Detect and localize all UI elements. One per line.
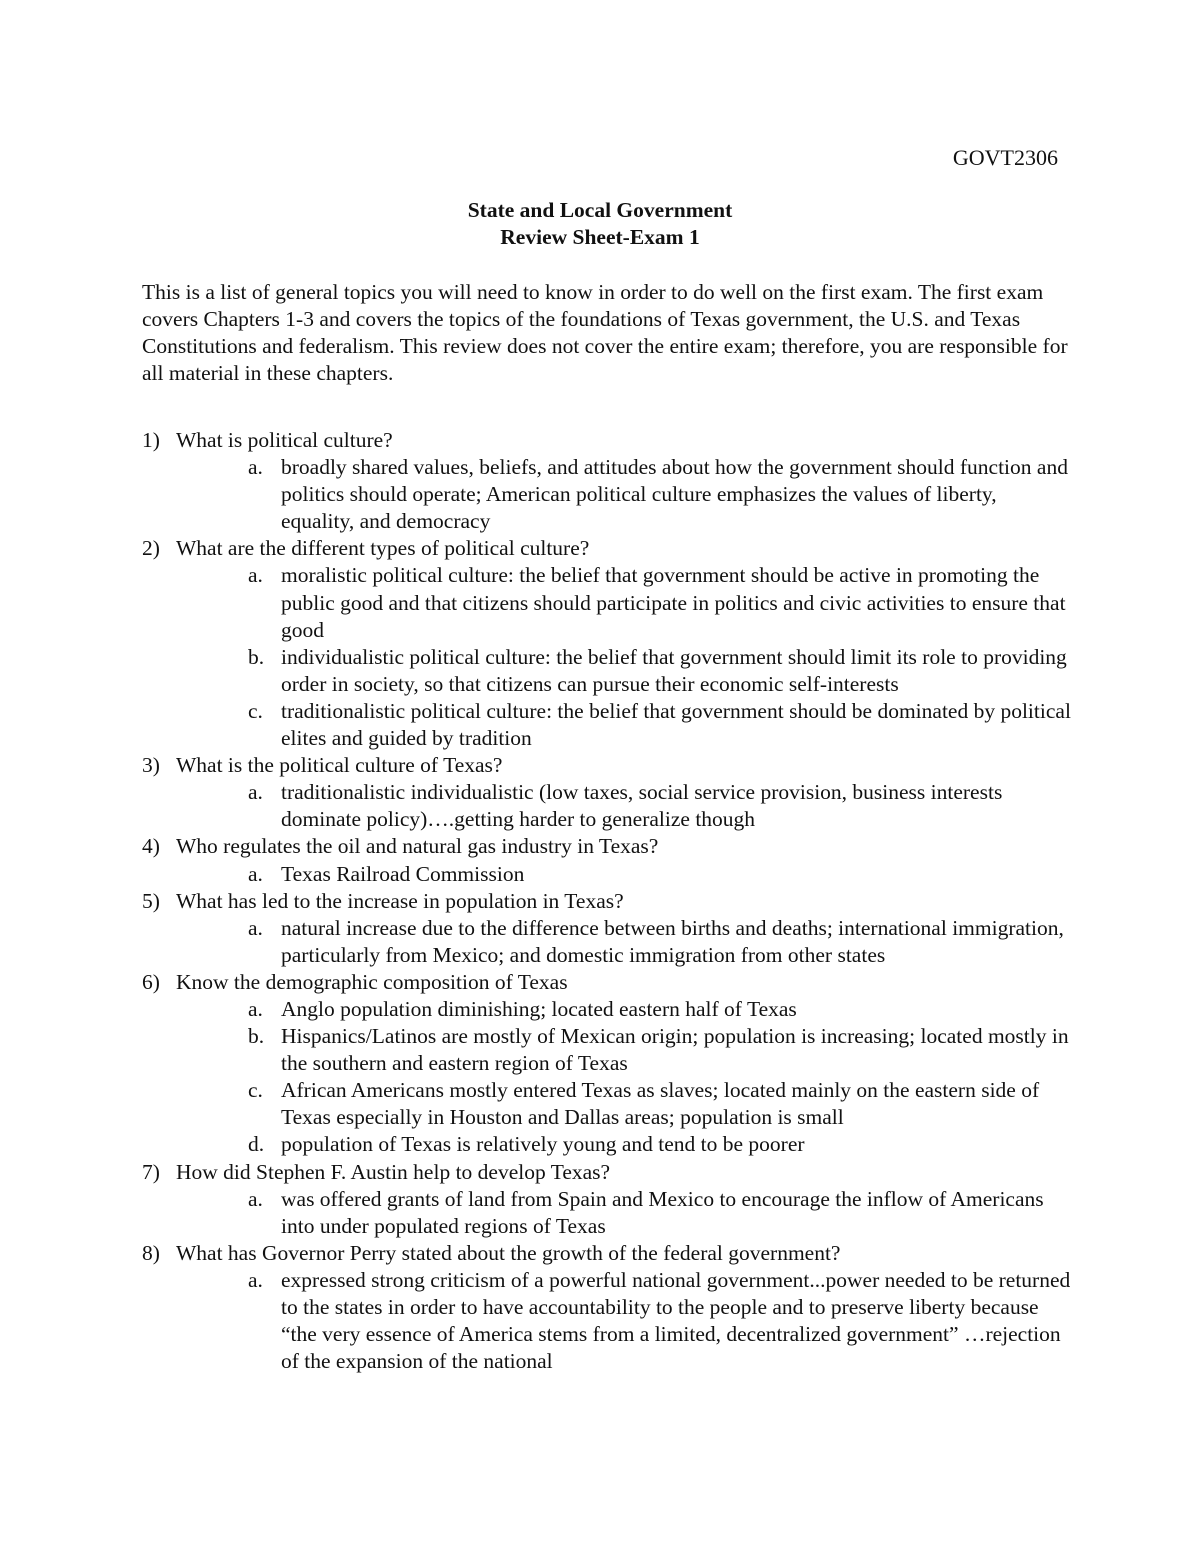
answer-item <box>176 996 1072 1023</box>
question-text: How did Stephen F. Austin help to develop Texas? <box>176 1159 611 1184</box>
intro-paragraph: This is a list of general topics you will need to know in order to do well on the first exam. The first exam covers Chapters 1-3 and covers the topics of the foundations of Texas government, the U.S. and Texas Constitutions and federalism. This review does not cover the entire exam; therefore, you are responsible for all material in these chapters. <box>142 280 1068 385</box>
answer-letter: b. <box>248 644 265 669</box>
question-text: What are the different types of political culture? <box>176 536 590 561</box>
answer-letter: d. <box>248 1132 265 1157</box>
answer-letter: b. <box>248 1024 265 1049</box>
answer-text: individualistic political culture: the belief that government should limit its role to providing order in society, so that citizens can pursue their economic self-interests <box>281 644 1067 696</box>
answer-text: expressed strong criticism of a powerful national government...power needed to be returned to the states in order to have accountability to the people and to preserve liberty because “the very essence of America stems from a limited, decentralized government” …rejection of the expansion of the national <box>281 1267 1071 1374</box>
answer-text: Hispanics/Latinos are mostly of Mexican origin; population is increasing; located mostly in the southern and eastern region of Texas <box>281 1024 1069 1076</box>
answer-letter: a. <box>248 563 263 588</box>
question-number: 4) <box>142 834 160 859</box>
answer-list <box>176 454 1072 535</box>
question-text: What is the political culture of Texas? <box>176 753 503 778</box>
answer-item <box>176 1131 1072 1158</box>
question-text: What has led to the increase in population in Texas? <box>176 888 624 913</box>
answer-letter: a. <box>248 455 263 480</box>
question-item <box>142 888 1072 969</box>
answer-item <box>176 779 1072 833</box>
answer-item <box>176 861 1072 888</box>
question-number: 3) <box>142 753 160 778</box>
answer-item <box>176 1023 1072 1077</box>
question-number: 8) <box>142 1240 160 1265</box>
answer-text: population of Texas is relatively young and tend to be poorer <box>281 1132 805 1157</box>
answer-letter: c. <box>248 698 263 723</box>
answer-text: traditionalistic individualistic (low taxes, social service provision, business interests dominate policy)….getting harder to generalize though <box>281 780 1003 832</box>
answer-text: traditionalistic political culture: the belief that government should be dominated by political elites and guided by tradition <box>281 698 1071 751</box>
question-text: What has Governor Perry stated about the growth of the federal government? <box>176 1240 841 1265</box>
question-item <box>142 1159 1072 1240</box>
answer-list <box>176 915 1072 969</box>
question-item <box>142 969 1072 1159</box>
question-text: What is political culture? <box>176 428 393 452</box>
answer-letter: a. <box>248 780 263 805</box>
title-line-1: State and Local Government <box>467 198 733 222</box>
question-list <box>142 427 1072 1375</box>
answer-letter: a. <box>248 996 263 1021</box>
answer-item <box>176 644 1072 698</box>
question-number: 5) <box>142 888 160 913</box>
answer-list <box>176 562 1072 752</box>
title-line-2: Review Sheet-Exam 1 <box>500 225 700 249</box>
question-item <box>142 1240 1072 1375</box>
answer-text: Anglo population diminishing; located eastern half of Texas <box>281 996 797 1021</box>
answer-item <box>176 454 1072 535</box>
answer-item <box>176 698 1072 752</box>
answer-item <box>176 1186 1072 1240</box>
answer-item <box>176 562 1072 643</box>
answer-text: moralistic political culture: the belief that government should be active in promoting the public good and that citizens should participate in politics and civic activities to ensure that good <box>281 563 1066 642</box>
answer-list <box>176 1267 1072 1375</box>
question-number: 7) <box>142 1159 160 1184</box>
answer-text: African Americans mostly entered Texas as slaves; located mainly on the eastern side of Texas especially in Houston and Dallas areas; population is small <box>281 1078 1040 1130</box>
question-item <box>142 427 1072 535</box>
answer-letter: a. <box>248 1186 263 1211</box>
question-number: 1) <box>142 428 160 452</box>
question-text: Who regulates the oil and natural gas industry in Texas? <box>176 834 659 859</box>
course-code: GOVT2306 <box>952 145 1058 170</box>
question-text: Know the demographic composition of Texas <box>176 969 568 994</box>
answer-letter: a. <box>248 915 263 940</box>
question-item <box>142 535 1072 752</box>
answer-text: Texas Railroad Commission <box>281 861 525 886</box>
answer-letter: a. <box>248 861 263 886</box>
question-item <box>142 833 1072 887</box>
answer-letter: a. <box>248 1267 263 1292</box>
answer-letter: c. <box>248 1078 263 1103</box>
answer-list <box>176 779 1072 833</box>
answer-text: broadly shared values, beliefs, and attitudes about how the government should function and politics should operate; American political culture emphasizes the values of liberty, equality, and democracy <box>281 455 1068 534</box>
answer-item <box>176 915 1072 969</box>
document-title <box>0 197 1200 251</box>
answer-list <box>176 996 1072 1159</box>
answer-item <box>176 1267 1072 1375</box>
answer-text: natural increase due to the difference between births and deaths; international immigration, particularly from Mexico; and domestic immigration from other states <box>281 915 1064 967</box>
answer-list <box>176 1186 1072 1240</box>
answer-item <box>176 1077 1072 1131</box>
answer-text: was offered grants of land from Spain and Mexico to encourage the inflow of Americans into under populated regions of Texas <box>281 1186 1044 1238</box>
answer-list <box>176 861 1072 888</box>
question-number: 2) <box>142 536 160 561</box>
question-item <box>142 752 1072 833</box>
question-number: 6) <box>142 969 160 994</box>
